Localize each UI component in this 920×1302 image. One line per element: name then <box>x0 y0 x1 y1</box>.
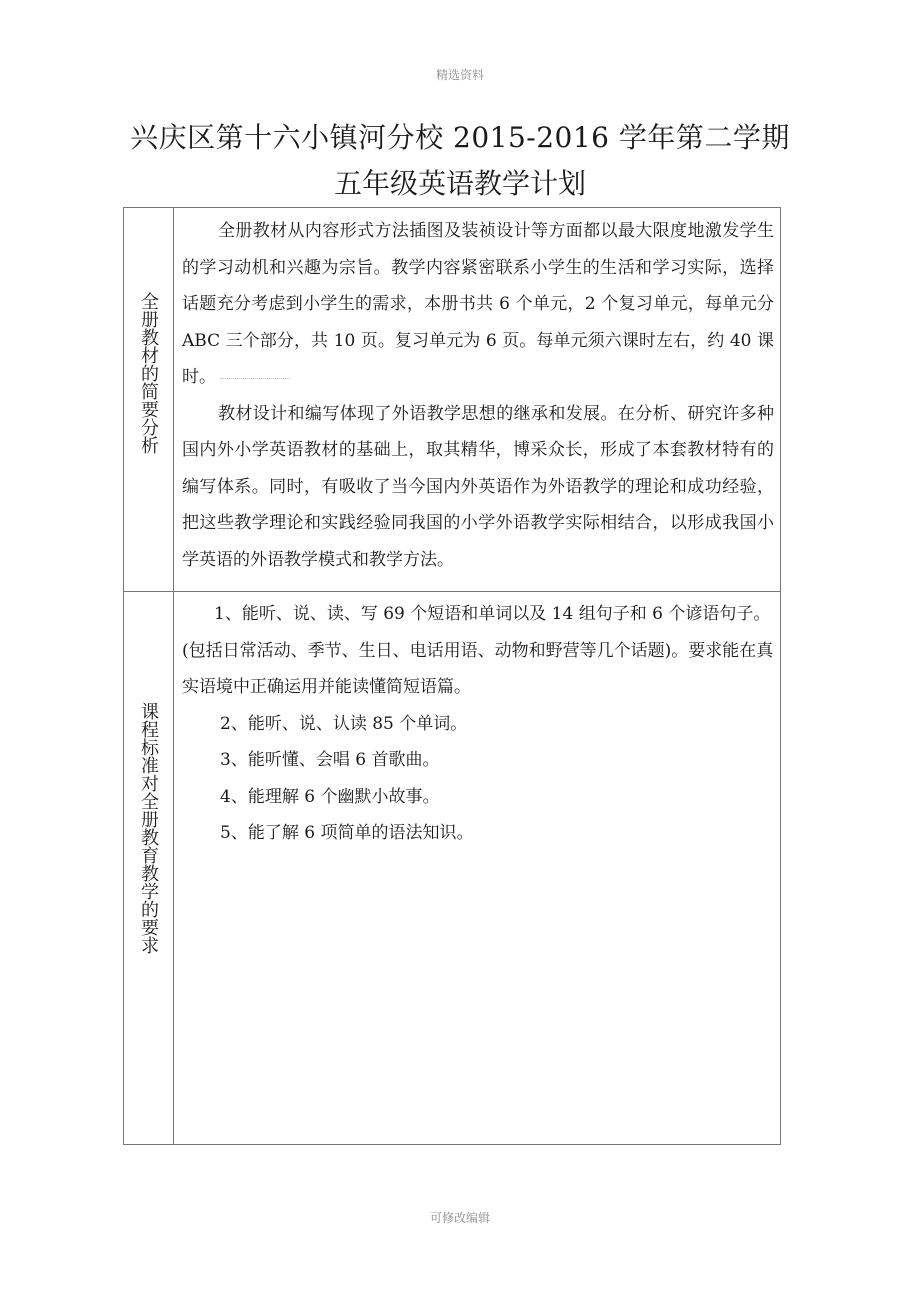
requirement-item-3: 3、能听懂、会唱 6 首歌曲。 <box>220 750 440 770</box>
section1-content <box>182 213 774 578</box>
dotted-leader <box>220 377 290 379</box>
header-watermark: 精选资料 <box>435 68 484 82</box>
row-divider <box>124 591 780 592</box>
requirement-item-1: 1、能听、说、读、写 69 个短语和单词以及 14 组句子和 6 个谚语句子。(包括日常活动、季节、生日、电话用语、动物和野营等几个话题)。要求能在真实语境中正确运用并能读懂简短语篇。 <box>182 604 774 697</box>
section2-label: 课程标准对全册教育教学的要求 <box>138 702 159 954</box>
plan-table <box>123 207 781 1145</box>
requirement-item-5: 5、能了解 6 项简单的语法知识。 <box>220 823 474 843</box>
column-divider <box>173 208 174 1144</box>
section1-label: 全册教材的简要分析 <box>138 292 159 454</box>
section1-paragraph2: 教材设计和编写体现了外语教学思想的继承和发展。在分析、研究许多种国内外小学英语教材的基础上，取其精华，博采众长，形成了本套教材特有的编写体系。同时，有吸收了当今国内外英语作为外语教学的理论和成功经验，把这些教学理论和实践经验同我国的小学外语教学实际相结合，以形成我国小学英语的外语教学模式和教学方法。 <box>182 403 774 570</box>
page-title: 兴庆区第十六小镇河分校 2015-2016 学年第二学期 <box>130 121 790 154</box>
requirement-item-2: 2、能听、说、认读 85 个单词。 <box>220 713 468 734</box>
footer-watermark: 可修改编辑 <box>429 1211 490 1225</box>
page-subtitle: 五年级英语教学计划 <box>333 167 586 200</box>
section1-paragraph1: 全册教材从内容形式方法插图及装祯设计等方面都以最大限度地激发学生的学习动机和兴趣为宗旨。教学内容紧密联系小学生的生活和学习实际，选择话题充分考虑到小学生的需求，本册书共 6 个单元，2 个复习单元，每单元分 ABC 三个部分，共 10 页。复习单元为 6 页。每单元须六课时左右，约 40 课时。 <box>182 221 774 387</box>
requirement-item-4: 4、能理解 6 个幽默小故事。 <box>220 786 440 807</box>
section2-content <box>182 596 774 852</box>
